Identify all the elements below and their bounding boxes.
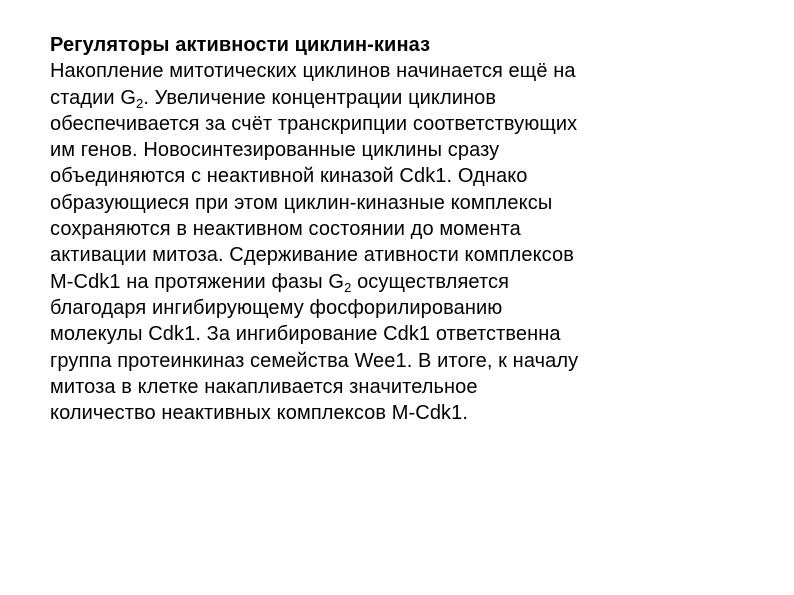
text-line [50, 321, 750, 347]
text-segment: образующиеся при этом циклин-киназные комплексы [50, 191, 553, 214]
text-line [50, 374, 750, 400]
text-block [50, 32, 750, 426]
text-segment: активации митоза. Сдерживание ативности комплексов [50, 244, 574, 267]
text-line [50, 269, 750, 295]
text-segment: молекулы Cdk1. За ингибирование Cdk1 ответственна [50, 323, 561, 346]
text-segment: количество неактивных комплексов M-Cdk1. [50, 402, 469, 425]
text-line [50, 348, 750, 374]
text-line [50, 58, 750, 84]
text-segment: . Увеличение концентрации циклинов [143, 86, 497, 109]
slide-title: Регуляторы активности циклин-киназ [50, 34, 431, 56]
text-line [50, 242, 750, 268]
text-segment: Накопление митотических циклинов начинается ещё на [50, 60, 576, 83]
text-segment: группа протеинкиназ семейства Wee1. В итоге, к началу [50, 349, 579, 372]
subscript: 2 [136, 95, 144, 111]
text-segment: M-Cdk1 на протяжении фазы G [50, 270, 345, 293]
text-line [50, 190, 750, 216]
text-line [50, 85, 750, 111]
text-line [50, 400, 750, 426]
text-line [50, 216, 750, 242]
text-segment: осуществляется [351, 270, 510, 293]
text-segment: объединяются с неактивной киназой Cdk1. Однако [50, 165, 528, 188]
body-text [50, 58, 750, 426]
text-segment: сохраняются в неактивном состоянии до момента [50, 218, 521, 241]
text-segment: благодаря ингибирующему фосфорилированию [50, 296, 503, 319]
text-segment: митоза в клетке накапливается значительное [50, 375, 478, 398]
text-segment: обеспечивается за счёт транскрипции соответствующих [50, 112, 578, 135]
text-line [50, 111, 750, 137]
text-line [50, 137, 750, 163]
text-segment: им генов. Новосинтезированные циклины сразу [50, 139, 500, 162]
text-line [50, 163, 750, 189]
text-line [50, 295, 750, 321]
text-segment: стадии G [50, 86, 136, 109]
subscript: 2 [344, 279, 352, 295]
